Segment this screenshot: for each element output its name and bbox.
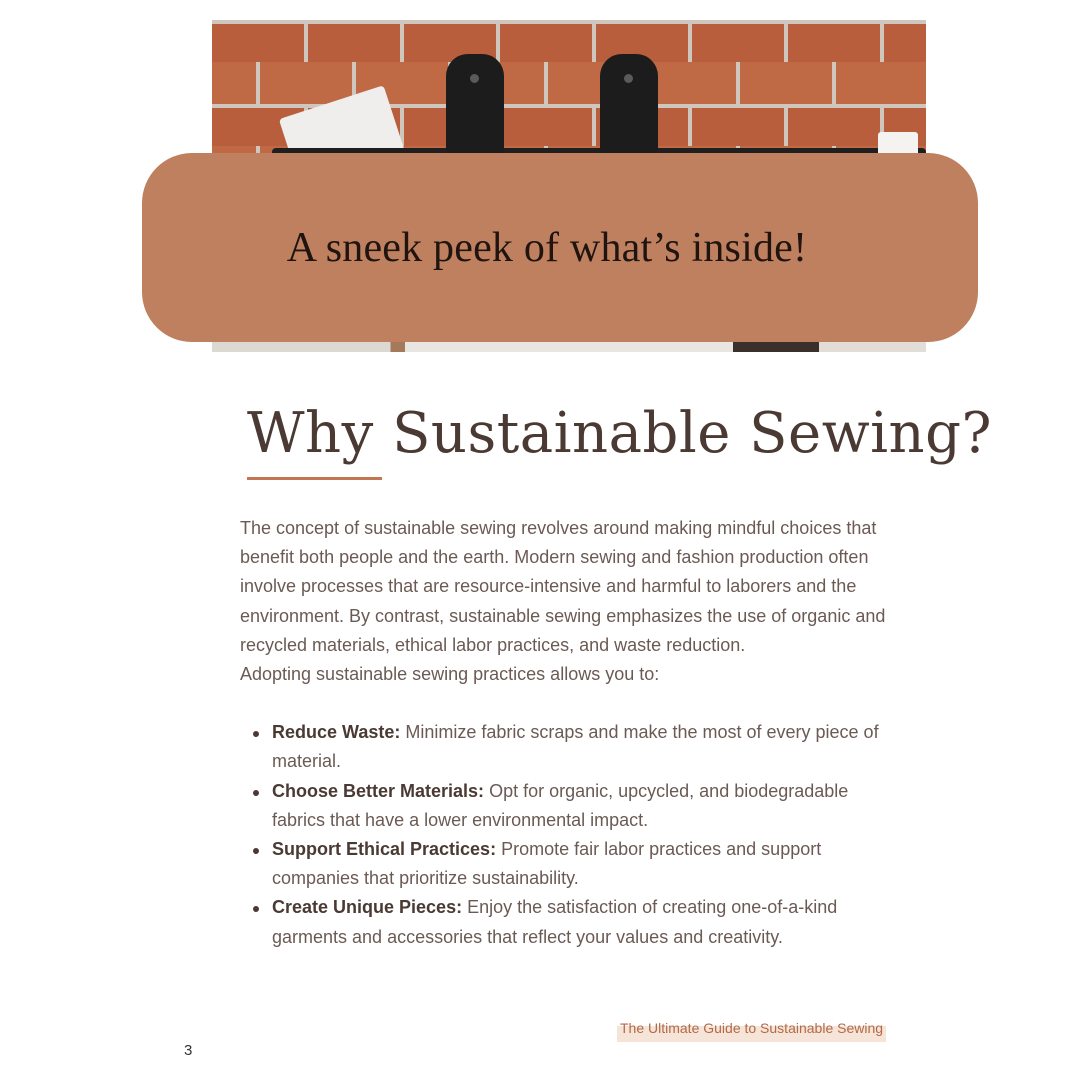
lead-sentence: Adopting sustainable sewing practices allows you to: bbox=[240, 664, 660, 685]
list-item-text: Enjoy the satisfaction of creating one-of-a-kind garments and accessories that reflect your values and creativity. bbox=[272, 897, 838, 947]
list-item-term: Choose Better Materials: bbox=[272, 780, 485, 801]
banner-title: A sneek peek of what’s inside! bbox=[286, 224, 808, 271]
list-item bbox=[240, 893, 900, 951]
section-body bbox=[240, 514, 900, 952]
section-heading: Why Sustainable Sewing? bbox=[247, 401, 992, 466]
list-item-text: Promote fair labor practices and support companies that prioritize sustainability. bbox=[272, 839, 822, 889]
list-item-term: Create Unique Pieces: bbox=[272, 897, 463, 918]
title-banner bbox=[142, 153, 978, 342]
list-item-text: Minimize fabric scraps and make the most of every piece of material. bbox=[272, 722, 879, 772]
list-item bbox=[240, 718, 900, 776]
list-item-term: Support Ethical Practices: bbox=[272, 839, 497, 860]
heading-underline bbox=[247, 477, 382, 480]
list-item bbox=[240, 777, 900, 835]
benefits-list bbox=[240, 718, 900, 952]
list-item-term: Reduce Waste: bbox=[272, 722, 401, 743]
page-number: 3 bbox=[184, 1042, 193, 1059]
brick-row bbox=[212, 62, 926, 104]
spacer bbox=[240, 689, 900, 718]
list-item bbox=[240, 835, 900, 893]
intro-paragraph: The concept of sustainable sewing revolves around making mindful choices that benefit both people and the earth. Modern sewing and fashion production often involve processes that are resource-intensive and harmful to laborers and the environment. By contrast, sustainable sewing emphasizes the use of organic and recycled materials, ethical labor practices, and waste reduction. bbox=[240, 518, 886, 655]
guide-title-footer: The Ultimate Guide to Sustainable Sewing bbox=[617, 1018, 886, 1042]
list-item-text: Opt for organic, upcycled, and biodegradable fabrics that have a lower environmental impact. bbox=[272, 780, 849, 830]
